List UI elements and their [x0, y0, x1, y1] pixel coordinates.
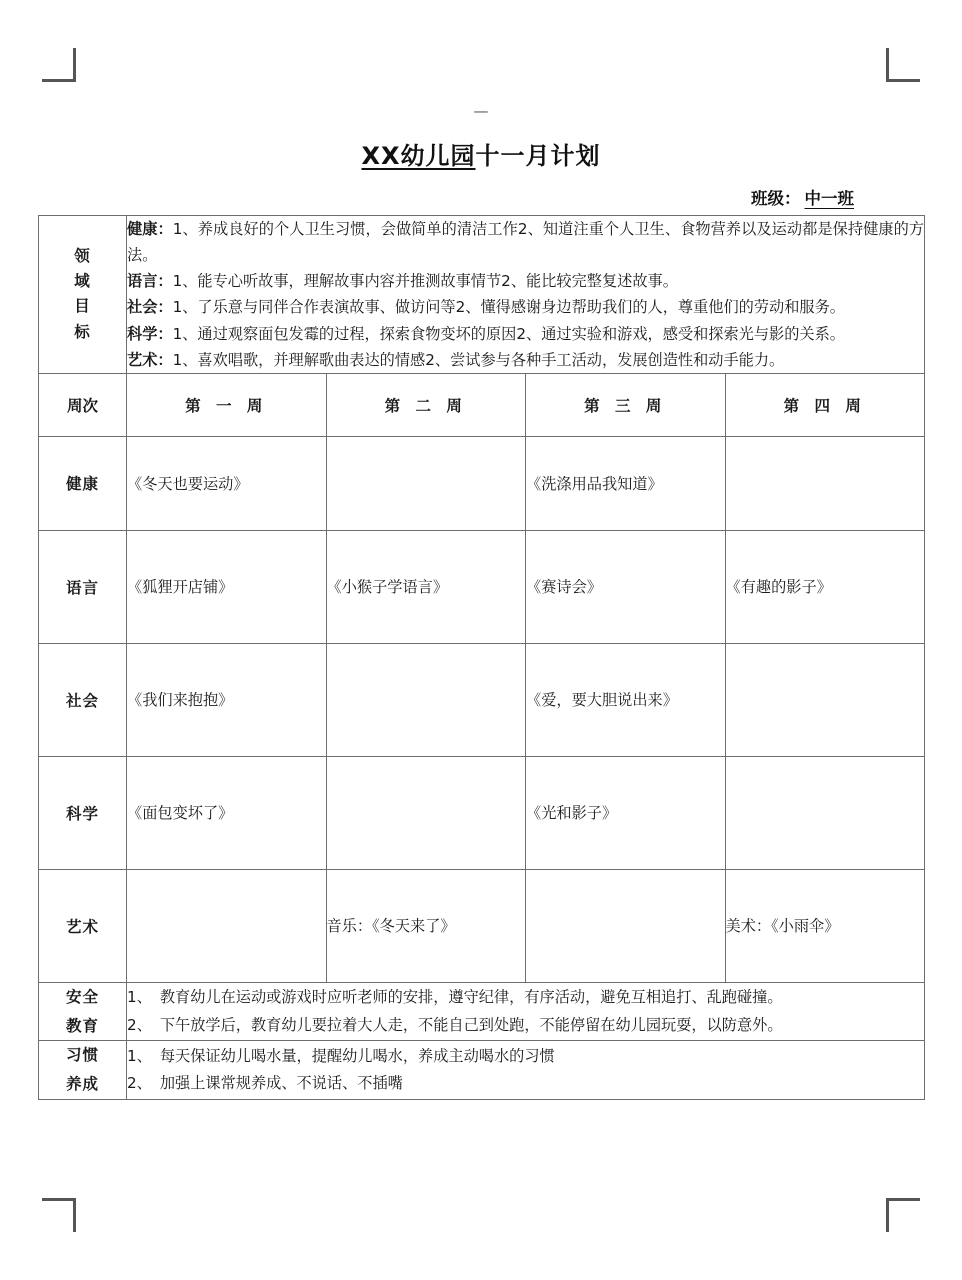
- safety-line-1: [127, 984, 924, 1011]
- class-value: 中一班: [804, 189, 854, 208]
- goals-label-char-2: 目: [74, 297, 91, 316]
- cell-art-week2: 音乐：《冬天来了》: [326, 869, 526, 982]
- cell-health-week1: 《冬天也要运动》: [127, 436, 327, 530]
- habit-label-line-0: 习惯: [65, 1046, 99, 1065]
- goal-item-science: [127, 321, 924, 347]
- goal-domain-science: 科学：: [127, 324, 173, 343]
- goal-item-art: [127, 347, 924, 373]
- goal-item-society: [127, 294, 924, 320]
- safety-line-2: [127, 1012, 924, 1039]
- goal-text-society: 1、了乐意与同伴合作表演故事、做访问等2、懂得感谢身边帮助我们的人，尊重他们的劳动和服务。: [172, 298, 845, 317]
- cell-society-week2: [326, 643, 526, 756]
- goal-text-language: 1、能专心听故事，理解故事内容并推测故事情节2、能比较完整复述故事。: [172, 272, 678, 291]
- week-header-row: [39, 373, 925, 436]
- week-header-2: 第 二 周: [326, 373, 526, 436]
- goals-label-char-3: 标: [74, 322, 91, 341]
- goal-text-science: 1、通过观察面包发霉的过程，探索食物变坏的原因2、通过实验和游戏，感受和探索光与影的关系。: [172, 324, 845, 343]
- habit-formation-label: [39, 1041, 127, 1099]
- cell-science-week3: 《光和影子》: [526, 756, 726, 869]
- habit-line-1-number: 1、: [127, 1046, 152, 1065]
- habit-line-2: [127, 1070, 924, 1097]
- cell-society-week4: [725, 643, 925, 756]
- cell-art-week4: 美术：《小雨伞》: [725, 869, 925, 982]
- safety-education-row: [39, 982, 925, 1040]
- cell-language-week1: 《狐狸开店铺》: [127, 530, 327, 643]
- row-label-health: 健康: [39, 436, 127, 530]
- goals-row: [39, 216, 925, 374]
- monthly-plan-table: [38, 215, 925, 1100]
- table-row: [39, 756, 925, 869]
- habit-label-line-1: 养成: [65, 1074, 99, 1093]
- safety-label-line-0: 安全: [65, 987, 99, 1006]
- header-dash: —: [473, 102, 489, 120]
- cell-health-week4: [725, 436, 925, 530]
- safety-education-label: [39, 982, 127, 1040]
- page-title-school: XX幼儿园: [361, 142, 476, 170]
- safety-line-1-text: 教育幼儿在运动或游戏时应听老师的安排，遵守纪律，有序活动，避免互相追打、乱跑碰撞。: [159, 988, 783, 1007]
- safety-education-content: [127, 982, 925, 1040]
- week-corner-header: 周次: [39, 373, 127, 436]
- row-label-science: 科学: [39, 756, 127, 869]
- cell-health-week2: [326, 436, 526, 530]
- cell-language-week2: 《小猴子学语言》: [326, 530, 526, 643]
- goal-domain-language: 语言：: [127, 272, 173, 291]
- cell-society-week1: 《我们来抱抱》: [127, 643, 327, 756]
- safety-line-2-text: 下午放学后，教育幼儿要拉着大人走，不能自己到处跑，不能停留在幼儿园玩耍，以防意外。: [159, 1015, 783, 1034]
- habit-line-2-number: 2、: [127, 1073, 152, 1092]
- cell-science-week4: [725, 756, 925, 869]
- row-label-society: 社会: [39, 643, 127, 756]
- page-title: [38, 136, 924, 171]
- table-row: [39, 436, 925, 530]
- goals-label-char-1: 域: [74, 272, 91, 291]
- table-row: [39, 643, 925, 756]
- week-header-4: 第 四 周: [725, 373, 925, 436]
- habit-line-1: [127, 1043, 924, 1070]
- goal-item-language: [127, 268, 924, 294]
- crop-mark-bottom-left: [42, 1198, 76, 1232]
- table-row: [39, 530, 925, 643]
- class-label: 班级：: [751, 189, 801, 208]
- cell-art-week3: [526, 869, 726, 982]
- safety-line-1-number: 1、: [127, 988, 152, 1007]
- cell-art-week1: [127, 869, 327, 982]
- habit-formation-content: [127, 1041, 925, 1099]
- class-field: [38, 185, 924, 209]
- table-row: [39, 869, 925, 982]
- row-label-art: 艺术: [39, 869, 127, 982]
- goal-item-health: [127, 216, 924, 268]
- goal-domain-society: 社会：: [127, 298, 173, 317]
- crop-mark-bottom-right: [886, 1198, 920, 1232]
- goals-label-char-0: 领: [74, 247, 91, 266]
- goal-text-health: 1、养成良好的个人卫生习惯，会做简单的清洁工作2、知道注重个人卫生、食物营养以及运动都是保持健康的方法。: [127, 220, 925, 265]
- safety-line-2-number: 2、: [127, 1015, 152, 1034]
- cell-science-week2: [326, 756, 526, 869]
- cell-science-week1: 《面包变坏了》: [127, 756, 327, 869]
- document-page: [38, 0, 924, 1100]
- goal-text-art: 1、喜欢唱歌，并理解歌曲表达的情感2、尝试参与各种手工活动，发展创造性和动手能力。: [172, 350, 785, 369]
- goal-domain-art: 艺术：: [127, 350, 173, 369]
- habit-formation-row: [39, 1041, 925, 1099]
- cell-health-week3: 《洗涤用品我知道》: [526, 436, 726, 530]
- goals-content: [127, 216, 925, 374]
- safety-label-line-1: 教育: [65, 1016, 99, 1035]
- habit-line-1-text: 每天保证幼儿喝水量，提醒幼儿喝水，养成主动喝水的习惯: [159, 1046, 555, 1065]
- habit-line-2-text: 加强上课常规养成、不说话、不插嘴: [159, 1073, 403, 1092]
- page-title-month: 十一月计划: [475, 142, 601, 170]
- row-label-language: 语言: [39, 530, 127, 643]
- week-header-1: 第 一 周: [127, 373, 327, 436]
- cell-society-week3: 《爱，要大胆说出来》: [526, 643, 726, 756]
- goals-row-label: [39, 216, 127, 374]
- cell-language-week3: 《赛诗会》: [526, 530, 726, 643]
- cell-language-week4: 《有趣的影子》: [725, 530, 925, 643]
- week-header-3: 第 三 周: [526, 373, 726, 436]
- goal-domain-health: 健康：: [127, 220, 173, 238]
